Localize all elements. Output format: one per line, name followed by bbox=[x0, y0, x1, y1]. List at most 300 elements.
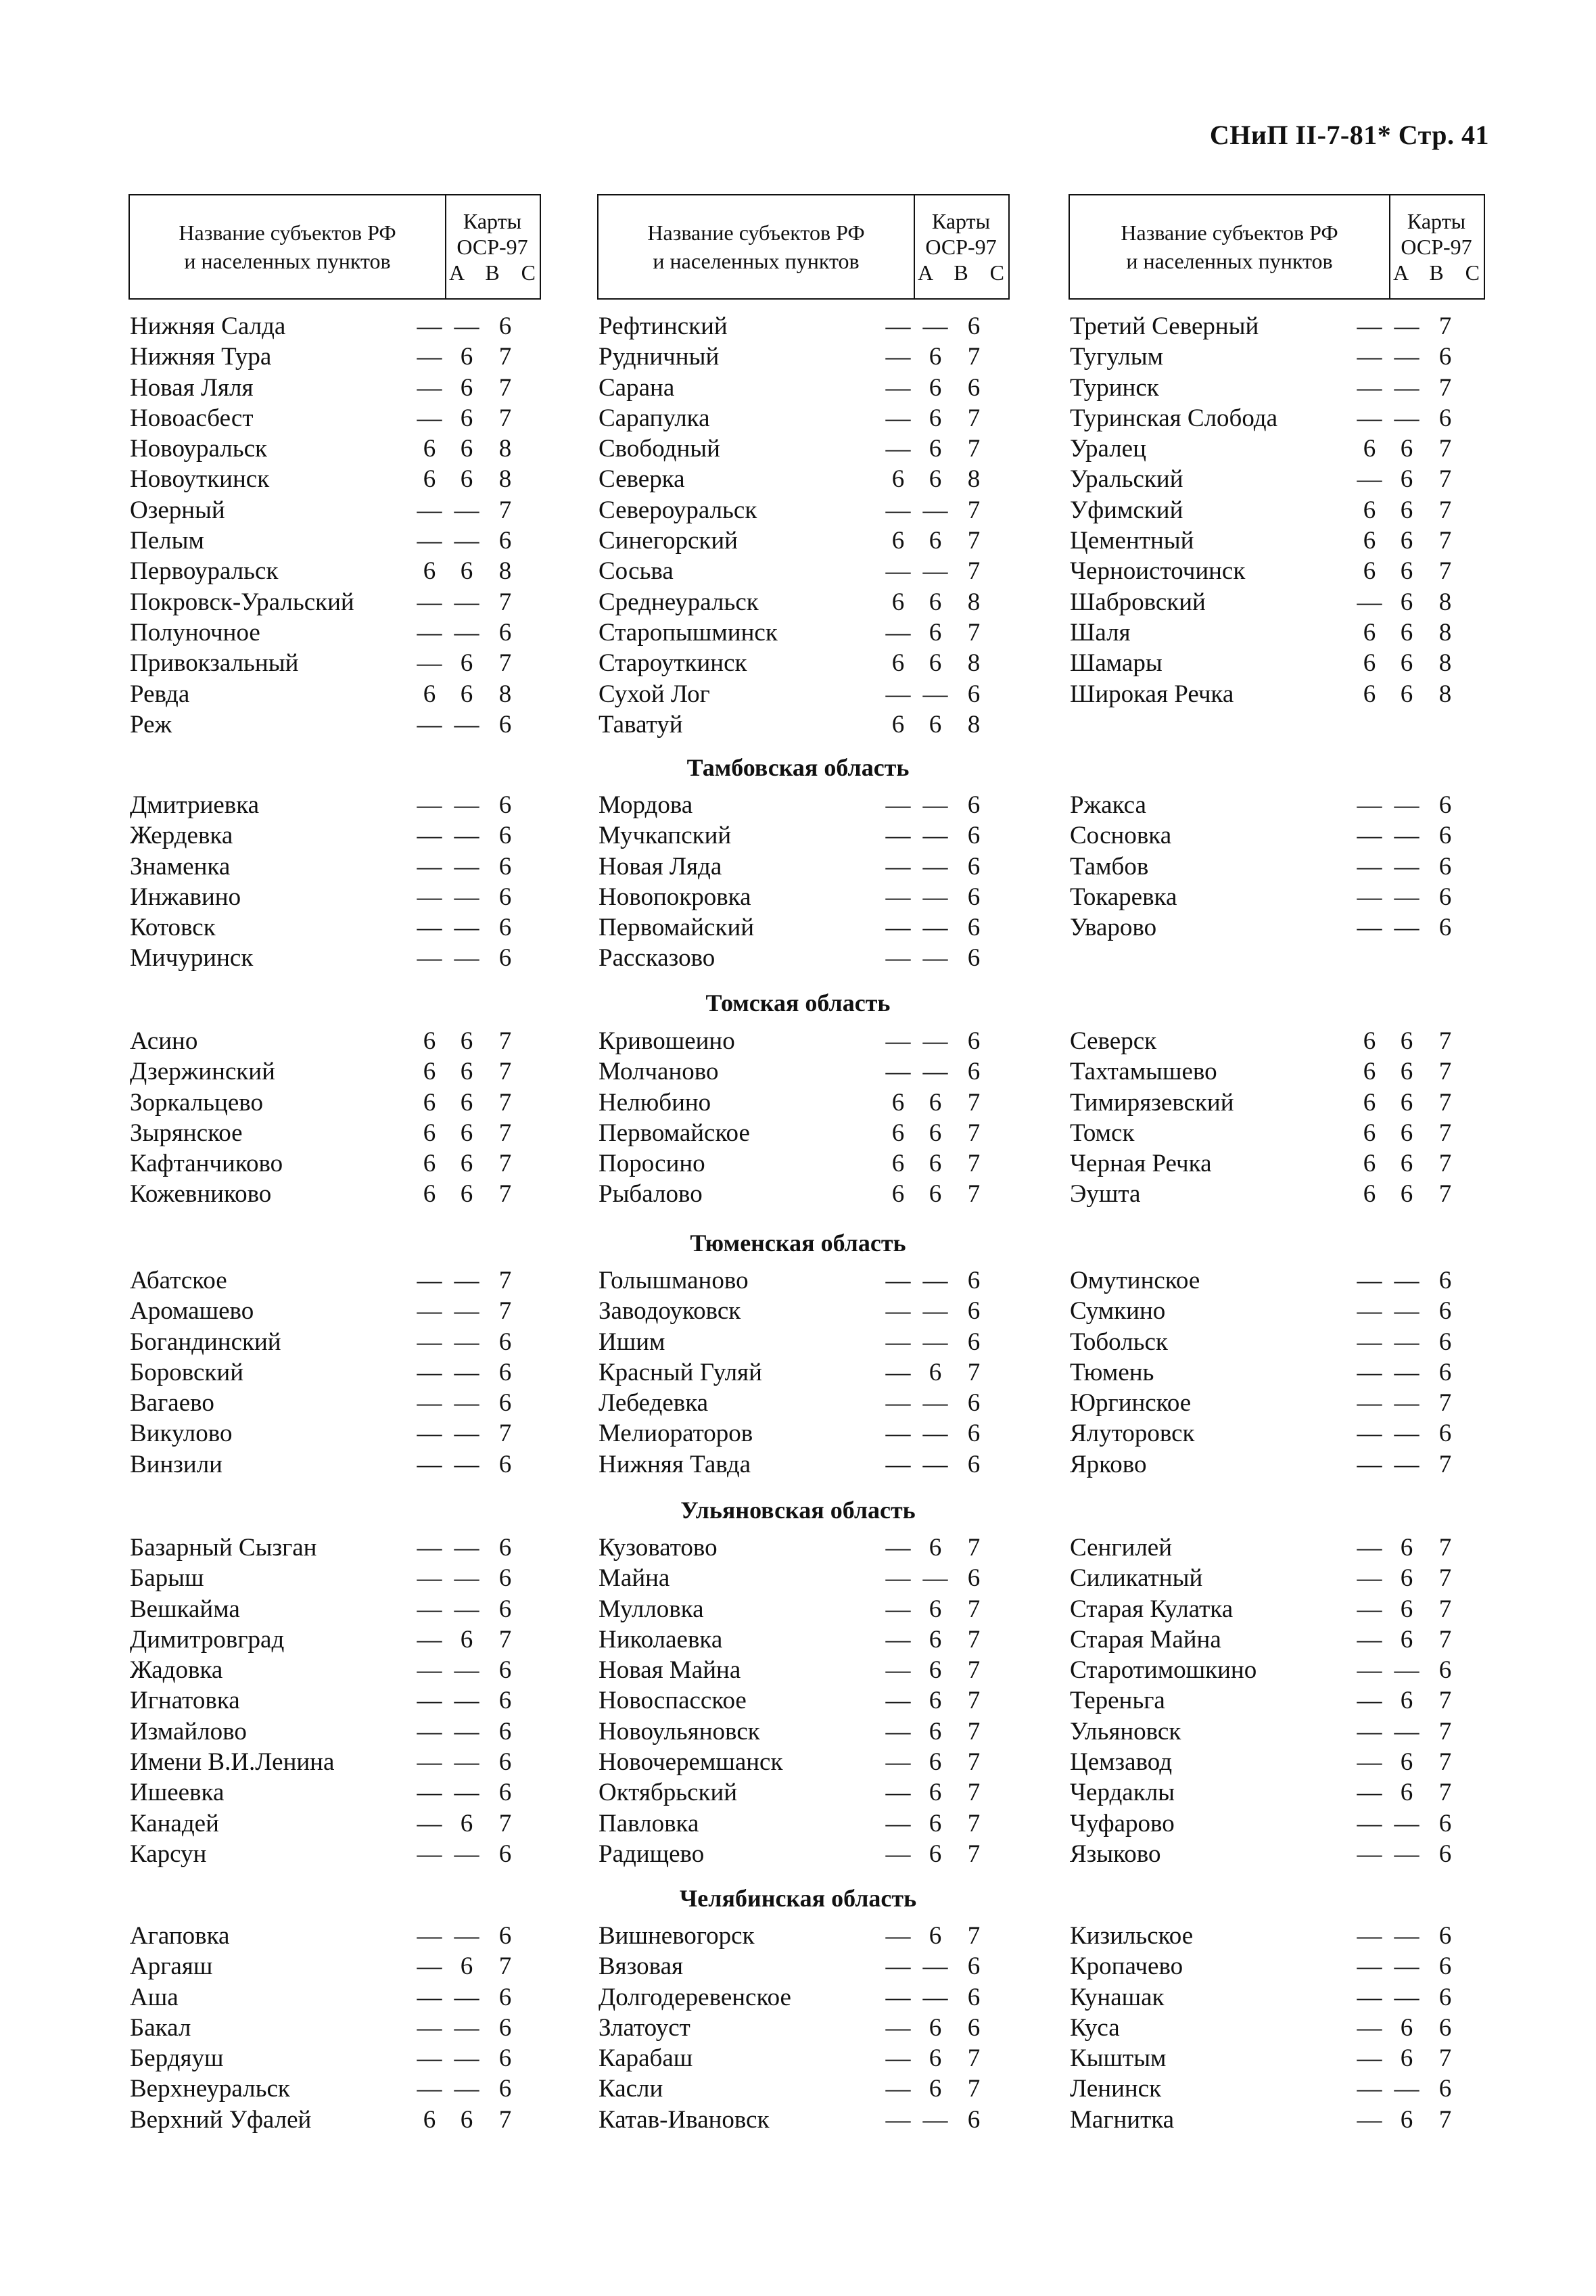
map-c-value: 6 bbox=[1438, 1983, 1452, 2011]
map-a-value: — bbox=[417, 1952, 442, 1981]
place-name: Боровский bbox=[130, 1358, 243, 1386]
map-c-value: 6 bbox=[1438, 1328, 1452, 1356]
map-b-value: — bbox=[1394, 1358, 1419, 1386]
map-c-value: 6 bbox=[498, 791, 512, 819]
map-b-value: 6 bbox=[929, 343, 942, 371]
map-c-value: 6 bbox=[1438, 2075, 1452, 2103]
map-c-value: 6 bbox=[498, 914, 512, 942]
map-b-value: — bbox=[1394, 1983, 1419, 2011]
map-b-value: — bbox=[1394, 404, 1419, 432]
map-c-value: 6 bbox=[498, 1450, 512, 1478]
map-a-value: — bbox=[417, 2075, 442, 2103]
map-b-value: — bbox=[454, 2013, 479, 2042]
map-b-value: — bbox=[1394, 914, 1419, 942]
map-c-value: 6 bbox=[1438, 914, 1452, 942]
map-c-value: 7 bbox=[1438, 1534, 1452, 1562]
map-b-value: 6 bbox=[1400, 1150, 1413, 1178]
map-c-value: 7 bbox=[1438, 435, 1452, 463]
map-a-value: 6 bbox=[1363, 1088, 1376, 1117]
place-name: Новоульяновск bbox=[598, 1717, 760, 1746]
map-b-value: 6 bbox=[929, 588, 942, 616]
place-name: Богандинский bbox=[130, 1328, 281, 1356]
map-a-value: — bbox=[417, 312, 442, 340]
map-b-value: — bbox=[922, 1297, 948, 1326]
map-c-value: 6 bbox=[498, 1389, 512, 1418]
region-title: Тюменская область bbox=[690, 1229, 906, 1257]
place-name: Сарапулка bbox=[598, 404, 710, 432]
place-name: Новопокровка bbox=[598, 883, 751, 911]
place-name: Рыбалово bbox=[598, 1180, 703, 1209]
map-c-value: 6 bbox=[1438, 883, 1452, 911]
map-b-value: — bbox=[454, 1450, 479, 1478]
place-name: Дмитриевка bbox=[130, 791, 260, 819]
map-b-value: 6 bbox=[929, 1779, 942, 1807]
map-a-value: — bbox=[1357, 1809, 1382, 1837]
header-maps-line1: Карты bbox=[1407, 209, 1466, 233]
map-c-value: 6 bbox=[498, 1358, 512, 1386]
map-a-value: 6 bbox=[1363, 557, 1376, 586]
place-name: Языково bbox=[1070, 1840, 1161, 1868]
map-a-value: — bbox=[417, 618, 442, 647]
map-c-value: 7 bbox=[967, 496, 981, 524]
map-a-value: — bbox=[885, 496, 911, 524]
map-b-value: — bbox=[1394, 1952, 1419, 1981]
map-c-value: 6 bbox=[967, 1983, 981, 2011]
map-a-value: — bbox=[885, 373, 911, 402]
map-a-value: — bbox=[885, 1534, 911, 1562]
map-c-value: 7 bbox=[967, 527, 981, 555]
map-b-value: 6 bbox=[929, 1809, 942, 1837]
map-b-value: — bbox=[454, 1656, 479, 1685]
map-a-value: — bbox=[1357, 588, 1382, 616]
map-a-value: 6 bbox=[891, 710, 905, 739]
map-a-value: — bbox=[885, 618, 911, 647]
place-name: Тюмень bbox=[1070, 1358, 1154, 1386]
map-a-value: — bbox=[417, 1450, 442, 1478]
map-a-value: — bbox=[417, 1534, 442, 1562]
map-b-value: 6 bbox=[1400, 435, 1413, 463]
place-name: Токаревка bbox=[1070, 883, 1177, 911]
map-a-value: — bbox=[1357, 1779, 1382, 1807]
map-a-value: — bbox=[1357, 883, 1382, 911]
map-c-value: 7 bbox=[967, 557, 981, 586]
place-name: Дзержинский bbox=[130, 1058, 275, 1086]
map-c-value: 7 bbox=[1438, 1717, 1452, 1746]
map-c-value: 6 bbox=[967, 1952, 981, 1981]
map-a-value: — bbox=[1357, 2044, 1382, 2073]
map-b-value: — bbox=[454, 1922, 479, 1950]
place-name: Староуткинск bbox=[598, 649, 747, 678]
map-a-value: — bbox=[417, 1297, 442, 1326]
map-a-value: — bbox=[417, 1717, 442, 1746]
map-b-value: 6 bbox=[460, 557, 473, 586]
map-b-value: 6 bbox=[929, 1687, 942, 1715]
place-name: Бердяуш bbox=[130, 2044, 224, 2073]
header-maps-line2: ОСР-97 bbox=[456, 235, 528, 259]
map-b-value: 6 bbox=[1400, 1088, 1413, 1117]
map-b-value: 6 bbox=[460, 1088, 473, 1117]
map-a-value: — bbox=[1357, 1267, 1382, 1294]
map-a-value: — bbox=[885, 1058, 911, 1086]
place-name: Новоуральск bbox=[130, 435, 268, 463]
map-c-value: 6 bbox=[967, 1058, 981, 1086]
map-b-value: 6 bbox=[460, 2105, 473, 2134]
map-a-value: — bbox=[885, 2013, 911, 2042]
place-name: Северка bbox=[598, 465, 685, 494]
map-b-value: 6 bbox=[1400, 557, 1413, 586]
place-name: Силикатный bbox=[1070, 1564, 1203, 1593]
map-b-value: 6 bbox=[460, 1952, 473, 1981]
map-a-value: — bbox=[1357, 373, 1382, 402]
place-name: Барыш bbox=[130, 1564, 204, 1593]
map-b-value: — bbox=[454, 2075, 479, 2103]
place-name: Красный Гуляй bbox=[598, 1358, 762, 1386]
map-c-value: 7 bbox=[967, 404, 981, 432]
place-name: Тереньга bbox=[1070, 1687, 1165, 1715]
map-a-value: — bbox=[417, 1358, 442, 1386]
map-c-value: 6 bbox=[967, 883, 981, 911]
map-c-value: 6 bbox=[498, 1687, 512, 1715]
map-a-value: — bbox=[885, 2044, 911, 2073]
map-c-value: 6 bbox=[967, 680, 981, 708]
map-a-value: — bbox=[417, 944, 442, 973]
place-name: Первомайский bbox=[598, 914, 755, 942]
map-a-value: 6 bbox=[1363, 649, 1376, 678]
map-c-value: 6 bbox=[498, 1717, 512, 1746]
map-c-value: 7 bbox=[1438, 1027, 1452, 1055]
map-c-value: 7 bbox=[967, 435, 981, 463]
map-c-value: 7 bbox=[967, 1625, 981, 1654]
place-name: Вешкайма bbox=[130, 1595, 240, 1623]
region-title: Тамбовская область bbox=[686, 754, 910, 781]
place-name: Молчаново bbox=[598, 1058, 719, 1086]
column-header-3 bbox=[1069, 194, 1488, 300]
place-name: Мордова bbox=[598, 791, 693, 819]
map-b-value: — bbox=[454, 710, 479, 739]
map-a-value: 6 bbox=[1363, 435, 1376, 463]
place-name: Шаля bbox=[1070, 618, 1131, 647]
map-b-value: — bbox=[454, 822, 479, 850]
map-b-value: 6 bbox=[929, 404, 942, 432]
place-name: Ржакса bbox=[1070, 791, 1146, 819]
map-b-value: — bbox=[1394, 852, 1419, 881]
map-c-value: 6 bbox=[967, 1297, 981, 1326]
place-name: Кузоватово bbox=[598, 1534, 718, 1562]
place-name: Тамбов bbox=[1070, 852, 1149, 881]
place-name: Рефтинский bbox=[598, 312, 728, 340]
map-c-value: 6 bbox=[967, 1420, 981, 1448]
map-b-value: — bbox=[922, 1420, 948, 1448]
map-c-value: 6 bbox=[967, 2105, 981, 2134]
map-a-value: — bbox=[885, 1983, 911, 2011]
place-name: Игнатовка bbox=[130, 1687, 240, 1715]
map-c-value: 6 bbox=[498, 1656, 512, 1685]
map-c-value: 8 bbox=[967, 710, 981, 739]
map-c-value: 7 bbox=[967, 1088, 981, 1117]
place-name: Туринская Слобода bbox=[1070, 404, 1278, 432]
map-a-value: — bbox=[417, 1595, 442, 1623]
map-b-value: 6 bbox=[460, 1058, 473, 1086]
region-title: Томская область bbox=[705, 989, 891, 1016]
map-c-value: 7 bbox=[1438, 496, 1452, 524]
map-a-value: — bbox=[885, 343, 911, 371]
map-b-value: — bbox=[1394, 373, 1419, 402]
map-c-value: 8 bbox=[1438, 680, 1452, 708]
map-b-value: 6 bbox=[929, 1625, 942, 1654]
place-name: Асино bbox=[130, 1027, 198, 1055]
map-c-value: 6 bbox=[498, 710, 512, 739]
map-a-value: — bbox=[417, 1389, 442, 1418]
map-a-value: — bbox=[417, 1840, 442, 1868]
map-b-value: — bbox=[1394, 1717, 1419, 1746]
place-name: Поросино bbox=[598, 1150, 705, 1178]
map-c-value: 6 bbox=[967, 373, 981, 402]
map-b-value: — bbox=[922, 822, 948, 850]
map-b-value: — bbox=[454, 791, 479, 819]
map-a-value: — bbox=[417, 852, 442, 881]
map-a-value: — bbox=[417, 496, 442, 524]
place-name: Уфимский bbox=[1070, 496, 1183, 524]
header-maps-cell bbox=[1389, 195, 1488, 298]
map-c-value: 7 bbox=[498, 1027, 512, 1055]
map-a-value: — bbox=[1357, 343, 1382, 371]
place-name: Аргаяш bbox=[130, 1952, 213, 1981]
place-name: Зырянское bbox=[130, 1119, 243, 1147]
place-name: Томск bbox=[1070, 1119, 1135, 1147]
map-b-value: — bbox=[454, 1595, 479, 1623]
place-name: Туринск bbox=[1070, 373, 1159, 402]
map-c-value: 7 bbox=[498, 496, 512, 524]
place-name: Карабаш bbox=[598, 2044, 693, 2073]
place-name: Североуральск bbox=[598, 496, 757, 524]
place-name: Покровск-Уральский bbox=[130, 588, 354, 616]
place-name: Уварово bbox=[1070, 914, 1157, 942]
map-c-value: 6 bbox=[498, 1328, 512, 1356]
place-name: Новоасбест bbox=[130, 404, 254, 432]
map-b-value: 6 bbox=[1400, 465, 1413, 494]
map-c-value: 7 bbox=[967, 1922, 981, 1950]
map-b-value: 6 bbox=[460, 465, 473, 494]
map-b-value: 6 bbox=[460, 649, 473, 678]
place-name: Сосновка bbox=[1070, 822, 1172, 850]
place-name: Старая Кулатка bbox=[1070, 1595, 1234, 1623]
map-b-value: 6 bbox=[460, 343, 473, 371]
map-c-value: 6 bbox=[1438, 791, 1452, 819]
map-a-value: 6 bbox=[1363, 680, 1376, 708]
place-name: Синегорский bbox=[598, 527, 738, 555]
map-b-value: 6 bbox=[929, 1656, 942, 1685]
header-name-line1: Название субъектов РФ bbox=[179, 220, 396, 245]
map-a-value: — bbox=[885, 1809, 911, 1837]
place-name: Верхний Уфалей bbox=[130, 2105, 312, 2134]
map-a-value: — bbox=[1357, 914, 1382, 942]
map-a-value: — bbox=[417, 527, 442, 555]
map-c-value: 6 bbox=[498, 1922, 512, 1950]
map-a-value: 6 bbox=[1363, 1180, 1376, 1209]
map-c-value: 6 bbox=[498, 1564, 512, 1593]
map-c-value: 6 bbox=[967, 1267, 981, 1294]
header-maps-line2: ОСР-97 bbox=[925, 235, 997, 259]
map-b-value: — bbox=[922, 1328, 948, 1356]
place-name: Тимирязевский bbox=[1070, 1088, 1234, 1117]
place-name: Среднеуральск bbox=[598, 588, 759, 616]
map-c-value: 7 bbox=[967, 1656, 981, 1685]
map-a-value: — bbox=[885, 1595, 911, 1623]
map-b-value: 6 bbox=[929, 2013, 942, 2042]
place-name: Канадей bbox=[130, 1809, 219, 1837]
map-c-value: 6 bbox=[498, 1983, 512, 2011]
place-name: Омутинское bbox=[1070, 1267, 1200, 1294]
map-b-value: — bbox=[454, 883, 479, 911]
place-name: Новая Ляда bbox=[598, 852, 722, 881]
map-b-value: 6 bbox=[1400, 649, 1413, 678]
place-name: Жадовка bbox=[130, 1656, 223, 1685]
map-c-value: 7 bbox=[1438, 1625, 1452, 1654]
map-a-value: — bbox=[1357, 791, 1382, 819]
map-a-value: — bbox=[417, 404, 442, 432]
map-b-value: 6 bbox=[460, 1150, 473, 1178]
map-b-value: — bbox=[454, 2044, 479, 2073]
map-b-value: 6 bbox=[1400, 1748, 1413, 1777]
map-c-value: 7 bbox=[1438, 312, 1452, 340]
map-a-value: 6 bbox=[891, 1180, 905, 1209]
place-name: Кафтанчиково bbox=[130, 1150, 283, 1178]
map-c-value: 6 bbox=[967, 852, 981, 881]
map-b-value: 6 bbox=[460, 373, 473, 402]
header-name-line1: Название субъектов РФ bbox=[647, 220, 865, 245]
place-name: Старотимошкино bbox=[1070, 1656, 1257, 1685]
place-name: Тахтамышево bbox=[1070, 1058, 1217, 1086]
map-c-value: 6 bbox=[498, 1595, 512, 1623]
map-b-value: — bbox=[454, 496, 479, 524]
place-name: Юргинское bbox=[1070, 1389, 1192, 1418]
map-a-value: — bbox=[417, 1420, 442, 1448]
place-name: Новая Майна bbox=[598, 1656, 741, 1685]
map-c-value: 7 bbox=[498, 1058, 512, 1086]
header-name-cell bbox=[1070, 195, 1390, 298]
map-a-value: — bbox=[885, 312, 911, 340]
place-name: Новоуткинск bbox=[130, 465, 270, 494]
map-a-value: — bbox=[1357, 312, 1382, 340]
map-a-value: — bbox=[885, 680, 911, 708]
map-a-value: 6 bbox=[423, 465, 436, 494]
map-b-value: 6 bbox=[929, 527, 942, 555]
place-name: Шабровский bbox=[1070, 588, 1206, 616]
map-a-value: — bbox=[417, 588, 442, 616]
place-name: Новоспасское bbox=[598, 1687, 747, 1715]
map-b-value: — bbox=[922, 1389, 948, 1418]
map-a-value: 6 bbox=[423, 1058, 436, 1086]
map-b-value: — bbox=[454, 1297, 479, 1326]
map-a-value: — bbox=[885, 1656, 911, 1685]
map-b-value: — bbox=[922, 791, 948, 819]
place-name: Ульяновск bbox=[1070, 1717, 1181, 1746]
map-a-value: 6 bbox=[891, 1150, 905, 1178]
place-name: Кунашак bbox=[1070, 1983, 1165, 2011]
map-b-value: — bbox=[1394, 1840, 1419, 1868]
map-c-value: 7 bbox=[967, 2044, 981, 2073]
map-c-value: 7 bbox=[967, 1809, 981, 1837]
place-name: Майна bbox=[598, 1564, 670, 1593]
map-c-value: 7 bbox=[498, 373, 512, 402]
place-name: Чердаклы bbox=[1070, 1779, 1175, 1807]
map-a-value: 6 bbox=[423, 1150, 436, 1178]
map-b-value: — bbox=[454, 1687, 479, 1715]
map-a-value: — bbox=[885, 1328, 911, 1356]
map-b-value: — bbox=[922, 883, 948, 911]
place-name: Озерный bbox=[130, 496, 225, 524]
map-a-value: — bbox=[885, 2075, 911, 2103]
map-a-value: — bbox=[885, 1625, 911, 1654]
region-title: Ульяновская область bbox=[680, 1497, 916, 1524]
map-c-value: 8 bbox=[967, 588, 981, 616]
map-c-value: 7 bbox=[967, 618, 981, 647]
map-b-value: — bbox=[1394, 1656, 1419, 1685]
map-c-value: 7 bbox=[1438, 1180, 1452, 1209]
place-name: Знаменка bbox=[130, 852, 231, 881]
map-c-value: 7 bbox=[967, 343, 981, 371]
place-name: Шамары bbox=[1070, 649, 1163, 678]
map-b-value: 6 bbox=[460, 1180, 473, 1209]
map-a-value: — bbox=[417, 822, 442, 850]
map-a-value: — bbox=[1357, 1748, 1382, 1777]
map-b-value: 6 bbox=[1400, 1058, 1413, 1086]
map-b-value: — bbox=[922, 2105, 948, 2134]
map-a-value: — bbox=[1357, 2075, 1382, 2103]
map-a-value: — bbox=[885, 1922, 911, 1950]
header-name-cell bbox=[598, 195, 915, 298]
map-b-value: 6 bbox=[929, 465, 942, 494]
place-name: Зоркальцево bbox=[130, 1088, 263, 1117]
map-a-value: 6 bbox=[891, 588, 905, 616]
map-b-value: — bbox=[1394, 2075, 1419, 2103]
map-b-value: 6 bbox=[929, 1534, 942, 1562]
map-a-value: — bbox=[885, 944, 911, 973]
map-c-value: 6 bbox=[498, 618, 512, 647]
map-c-value: 6 bbox=[1438, 1922, 1452, 1950]
map-b-value: — bbox=[1394, 883, 1419, 911]
map-a-value: — bbox=[885, 1267, 911, 1294]
map-b-value: 6 bbox=[1400, 2013, 1413, 2042]
map-b-value: 6 bbox=[1400, 680, 1413, 708]
map-a-value: — bbox=[1357, 1328, 1382, 1356]
map-a-value: — bbox=[1357, 822, 1382, 850]
map-a-value: — bbox=[417, 1625, 442, 1654]
map-b-value: 6 bbox=[929, 2044, 942, 2073]
place-name: Цемзавод bbox=[1070, 1748, 1173, 1777]
place-name: Чуфарово bbox=[1070, 1809, 1175, 1837]
map-a-value: — bbox=[417, 1748, 442, 1777]
map-c-value: 6 bbox=[1438, 343, 1452, 371]
map-c-value: 7 bbox=[498, 1420, 512, 1448]
map-a-value: — bbox=[885, 791, 911, 819]
map-c-value: 6 bbox=[967, 791, 981, 819]
map-a-value: — bbox=[417, 2044, 442, 2073]
map-c-value: 7 bbox=[1438, 1748, 1452, 1777]
map-a-value: — bbox=[885, 1450, 911, 1478]
map-a-value: — bbox=[1357, 852, 1382, 881]
place-name: Полуночное bbox=[130, 618, 260, 647]
map-a-value: — bbox=[417, 883, 442, 911]
map-b-value: — bbox=[454, 618, 479, 647]
place-name: Мучкапский bbox=[598, 822, 732, 850]
map-b-value: 6 bbox=[1400, 1564, 1413, 1593]
header-maps-line3: A B C bbox=[1392, 260, 1488, 285]
map-b-value: 6 bbox=[1400, 1534, 1413, 1562]
place-name: Голышманово bbox=[598, 1267, 749, 1294]
map-b-value: — bbox=[1394, 1297, 1419, 1326]
map-c-value: 6 bbox=[498, 1534, 512, 1562]
